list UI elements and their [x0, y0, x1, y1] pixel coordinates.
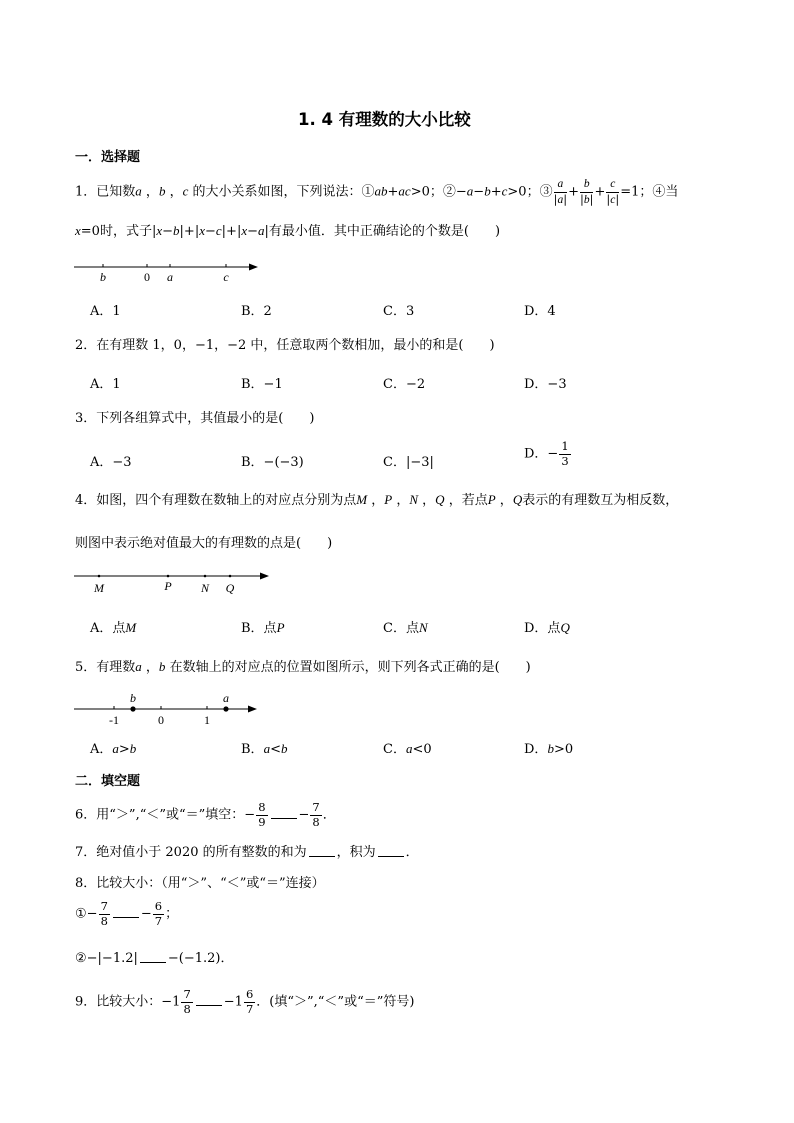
q5-option-b[interactable]: B．a<b: [241, 741, 288, 757]
answer-blank-product[interactable]: [378, 855, 404, 857]
axis-tick-1: 1: [204, 713, 210, 727]
answer-blank-sum[interactable]: [309, 855, 335, 857]
q5-option-c[interactable]: C．a<0: [383, 741, 432, 757]
axis-label-q: Q: [225, 581, 235, 595]
answer-blank[interactable]: [113, 916, 139, 918]
question-4-line-2: 则图中表示绝对值最大的有理数的点是( ): [75, 536, 333, 551]
page-title: 1. 4 有理数的大小比较: [298, 110, 471, 129]
question-8-part-1: ①− $\frac{7}{8}$ − $\frac{6}{7}$ ；: [75, 899, 179, 928]
axis-label-a: a: [167, 270, 173, 284]
axis-label-zero: 0: [144, 270, 150, 284]
answer-blank[interactable]: [140, 961, 166, 963]
q3-option-d[interactable]: D．− $\frac{1}{3}$: [524, 439, 569, 468]
axis-point-b: b: [130, 691, 136, 705]
q1-option-a[interactable]: A．1: [90, 304, 121, 319]
question-9: 9．比较大小：−1 $\frac{7}{8}$ −1 $\frac{6}{7}$ ．(填“＞”,“＜”或“＝”符号): [75, 987, 415, 1016]
question-5: 5．有理数a ，b 在数轴上的对应点的位置如图所示，则下列各式正确的是( ): [75, 659, 531, 675]
q3-option-c[interactable]: C．|−3|: [383, 455, 434, 470]
question-7: 7．绝对值小于 2020 的所有整数的和为 ，积为 ．: [75, 845, 419, 860]
q4-option-a[interactable]: A．点M: [90, 620, 137, 636]
axis-label-m: M: [94, 581, 104, 595]
question-2: 2．在有理数 1，0，−1，−2 中，任意取两个数相加，最小的和是( ): [75, 338, 495, 353]
axis-label-n: N: [200, 581, 210, 595]
question-1-number-line: [72, 258, 267, 286]
answer-blank[interactable]: [271, 817, 297, 819]
axis-point-a: a: [223, 691, 229, 705]
q2-option-b[interactable]: B．−1: [241, 377, 283, 392]
q5-option-a[interactable]: A．a>b: [90, 741, 137, 757]
axis-label-b: b: [100, 270, 106, 284]
axis-label-c: c: [223, 270, 229, 284]
q2-option-d[interactable]: D．−3: [524, 377, 567, 392]
question-5-number-line: [72, 690, 267, 728]
q5-option-d[interactable]: D．b>0: [524, 741, 574, 757]
question-6: 6．用“＞”,“＜”或“＝”填空：− $\frac{8}{9}$ − $\frac{7}{8}$ ．: [75, 800, 336, 829]
q4-option-c[interactable]: C．点N: [383, 620, 428, 636]
q1-option-d[interactable]: D．4: [524, 304, 556, 319]
answer-blank[interactable]: [196, 1004, 222, 1006]
axis-tick-neg1: -1: [109, 713, 119, 727]
axis-label-p: P: [164, 579, 172, 593]
question-1-line-2: x=0时，式子|x−b|+|x−c|+|x−a|有最小值．其中正确结论的个数是( ): [75, 223, 501, 239]
q3-option-a[interactable]: A．−3: [90, 455, 132, 470]
q1-option-c[interactable]: C．3: [383, 304, 415, 319]
q2-option-a[interactable]: A．1: [90, 377, 121, 392]
q4-option-d[interactable]: D．点Q: [524, 620, 570, 636]
q3-option-b[interactable]: B．−(−3): [241, 455, 304, 470]
q2-option-c[interactable]: C．−2: [383, 377, 426, 392]
question-4-number-line: [72, 568, 277, 600]
question-1-line-1: 1．已知数a ，b ，c 的大小关系如图，下列说法：①ab+ac>0；②−a−b+c>0；③ $\frac{a}{|a|}$ + $\frac{b}{|b|}$ + $\frac{c}{|c|}$ =1；④当: [75, 178, 679, 206]
question-4-line-1: 4．如图，四个有理数在数轴上的对应点分别为点M ，P ，N ，Q ，若点P ，Q表示的有理数互为相反数，: [75, 492, 679, 508]
axis-tick-0: 0: [158, 713, 164, 727]
question-8: 8．比较大小：（用“＞”、“＜”或“＝”连接）: [75, 876, 325, 891]
section-heading-choice: 一．选择题: [75, 150, 141, 165]
q1-option-b[interactable]: B．2: [241, 304, 272, 319]
question-3: 3．下列各组算式中，其值最小的是( ): [75, 411, 315, 426]
question-8-part-2: ②−|−1.2| −(−1.2)．: [75, 951, 234, 966]
section-heading-fill: 二．填空题: [75, 774, 141, 789]
q4-option-b[interactable]: B．点P: [241, 620, 285, 636]
